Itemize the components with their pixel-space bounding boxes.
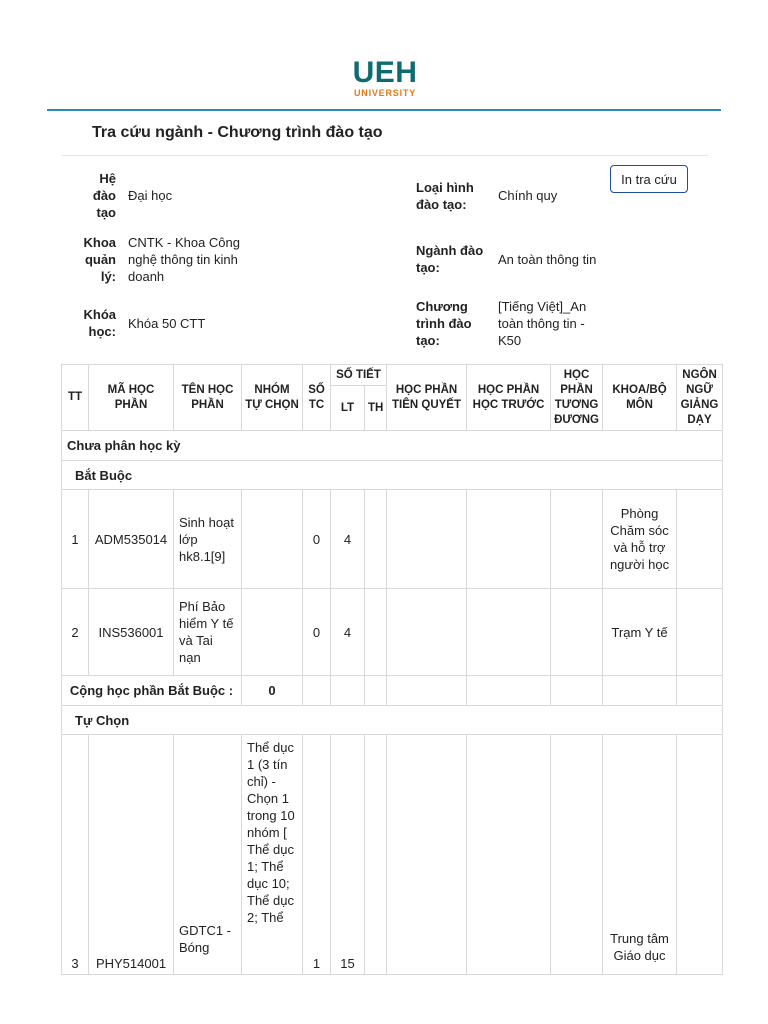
- cell-tien-quyet: [387, 490, 467, 589]
- cell-khoa-bo-mon: Phòng Chăm sóc và hỗ trợ người học: [603, 490, 677, 589]
- cell-ngon-ngu: [677, 735, 723, 975]
- cell-ten-hoc-phan: Sinh hoạt lớp hk8.1[9]: [174, 490, 242, 589]
- group-row-tu-chon: Tự Chọn: [62, 706, 723, 735]
- cell-hoc-truoc: [467, 490, 551, 589]
- label-khoa-quan-ly: Khoa quản lý:: [83, 235, 116, 284]
- cell-khoa-bo-mon: Trung tâm Giáo dục: [603, 735, 677, 975]
- cell-hoc-truoc: [467, 735, 551, 975]
- cell-ten-hoc-phan: GDTC1 - Bóng: [174, 735, 242, 975]
- cell-tuong-duong: [551, 490, 603, 589]
- header-khoa-bo-mon: KHOA/BỘ MÔN: [603, 365, 677, 431]
- table-row: [62, 490, 723, 589]
- label-nganh: Ngành đào tạo:: [416, 243, 484, 275]
- cell-lt: 4: [331, 490, 365, 589]
- page-title: Tra cứu ngành - Chương trình đào tạo: [92, 124, 383, 141]
- header-hoc-phan-tuong-duong: HỌC PHẦN TƯƠNG ĐƯƠNG: [551, 365, 603, 431]
- header-lt: LT: [331, 386, 365, 431]
- cell-ngon-ngu: [677, 589, 723, 676]
- table-row: [62, 589, 723, 676]
- subtotal-value: 0: [242, 676, 303, 706]
- header-ten-hoc-phan: TÊN HỌC PHẦN: [174, 365, 242, 431]
- cell-so-tc: 0: [303, 490, 331, 589]
- logo-main-text: UEH: [352, 56, 418, 89]
- header-ngon-ngu-giang-day: NGÔN NGỮ GIẢNG DẠY: [677, 365, 723, 431]
- header-so-tc: SỐ TC: [303, 365, 331, 431]
- cell-tuong-duong: [551, 589, 603, 676]
- cell-tuong-duong: [551, 735, 603, 975]
- title-divider: [62, 155, 708, 156]
- cell-ma-hoc-phan: PHY514001: [89, 735, 174, 975]
- value-chuong-trinh: [Tiếng Việt]_An toàn thông tin - K50: [498, 299, 587, 348]
- group-row-bat-buoc: Bắt Buộc: [62, 461, 723, 490]
- cell-th: [365, 490, 387, 589]
- header-hoc-phan-hoc-truoc: HỌC PHẦN HỌC TRƯỚC: [467, 365, 551, 431]
- header-so-tiet: SỐ TIẾT: [331, 365, 387, 386]
- cell-so-tc: 1: [303, 735, 331, 975]
- label-he-dao-tao: Hệ đào tạo: [92, 171, 116, 220]
- label-chuong-trinh: Chương trình đào tạo:: [416, 299, 472, 348]
- header-ma-hoc-phan: MÃ HỌC PHẦN: [89, 365, 174, 431]
- cell-hoc-truoc: [467, 589, 551, 676]
- header-divider: [47, 109, 721, 111]
- header-tt: TT: [62, 365, 89, 431]
- value-nganh: An toàn thông tin: [498, 252, 597, 267]
- cell-th: [365, 589, 387, 676]
- value-he-dao-tao: Đại học: [128, 188, 173, 203]
- cell-ma-hoc-phan: ADM535014: [89, 490, 174, 589]
- cell-tt: 3: [62, 735, 89, 975]
- ueh-logo: [340, 58, 430, 98]
- cell-khoa-bo-mon: Trạm Y tế: [603, 589, 677, 676]
- cell-so-tc: 0: [303, 589, 331, 676]
- subtotal-row: [62, 676, 723, 706]
- value-loai-hinh: Chính quy: [498, 188, 558, 203]
- cell-tien-quyet: [387, 589, 467, 676]
- cell-ten-hoc-phan: Phí Bảo hiểm Y tế và Tai nạn: [174, 589, 242, 676]
- cell-tt: 1: [62, 490, 89, 589]
- label-khoa-hoc: Khóa học:: [83, 307, 116, 339]
- cell-ma-hoc-phan: INS536001: [89, 589, 174, 676]
- header-nhom-tu-chon: NHÓM TỰ CHỌN: [242, 365, 303, 431]
- value-khoa-hoc: Khóa 50 CTT: [128, 316, 206, 331]
- cell-th: [365, 735, 387, 975]
- cell-lt: 15: [331, 735, 365, 975]
- cell-nhom: Thể dục 1 (3 tín chỉ) - Chọn 1 trong 10 nhóm [ Thể dục 1; Thể dục 10; Thể dục 2; Thể: [242, 735, 303, 975]
- subtotal-label: Cộng học phần Bắt Buộc :: [62, 676, 242, 706]
- header-hoc-phan-tien-quyet: HỌC PHẦN TIÊN QUYẾT: [387, 365, 467, 431]
- header-th: TH: [365, 386, 387, 431]
- cell-tt: 2: [62, 589, 89, 676]
- label-loai-hinh: Loại hình đào tạo:: [416, 180, 474, 212]
- table-row: [62, 735, 723, 975]
- section-row-chua-phan-hoc-ky: Chưa phân học kỳ: [62, 431, 723, 461]
- value-khoa-quan-ly: CNTK - Khoa Công nghệ thông tin kinh doanh: [128, 235, 240, 284]
- cell-nhom: [242, 490, 303, 589]
- print-button[interactable]: In tra cứu: [610, 165, 688, 193]
- curriculum-table: [61, 364, 723, 975]
- cell-ngon-ngu: [677, 490, 723, 589]
- logo-sub-text: UNIVERSITY: [353, 88, 416, 98]
- cell-tien-quyet: [387, 735, 467, 975]
- cell-lt: 4: [331, 589, 365, 676]
- cell-nhom: [242, 589, 303, 676]
